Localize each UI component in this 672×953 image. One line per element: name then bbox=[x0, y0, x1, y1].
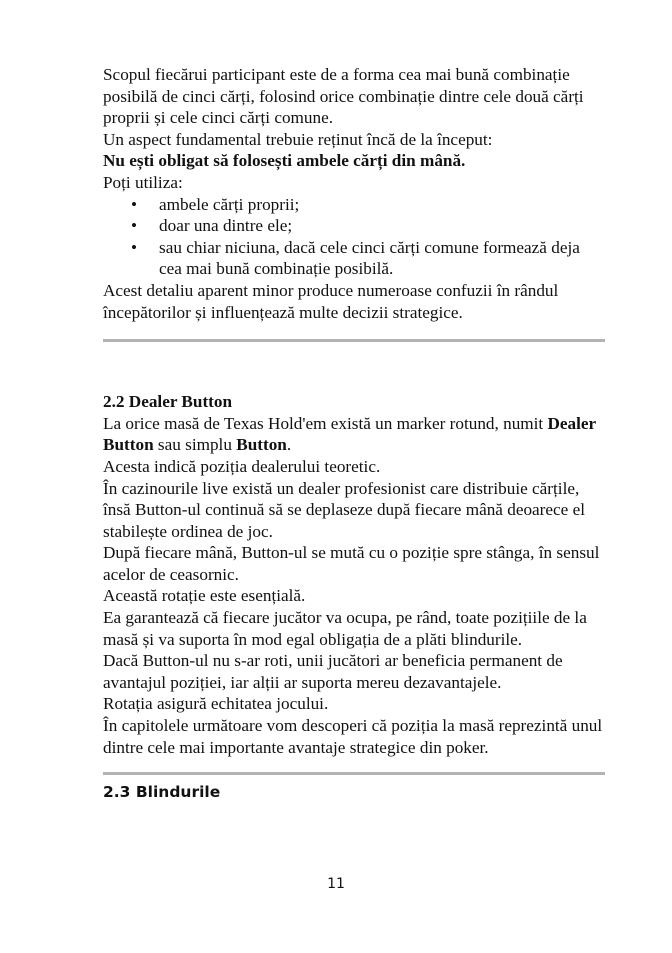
dealer-paragraph-6: Ea garantează că fiecare jucător va ocupa, pe rând, toate pozițiile de la masă și va suporta în mod egal obligația de a plăti blindurile. bbox=[103, 608, 587, 649]
intro-paragraph-5: Acest detaliu aparent minor produce numeroase confuzii în rândul începătorilor și influențează multe decizii strategice. bbox=[103, 280, 559, 322]
dealer-paragraph-4: După fiecare mână, Button-ul se mută cu o poziție spre stânga, în sensul acelor de ceasornic. bbox=[103, 543, 600, 584]
dealer-paragraph-5: Această rotație este esențială. bbox=[103, 586, 306, 606]
dealer-paragraph-7: Dacă Button-ul nu s-ar roti, unii jucători ar beneficia permanent de avantajul poziției, iar alții ar suporta mereu dezavantajele. bbox=[103, 651, 563, 692]
section-divider bbox=[103, 339, 605, 342]
intro-paragraph-2: Un aspect fundamental trebuie reținut încă de la început: bbox=[103, 129, 493, 149]
section-title-blinds: 2.3 Blindurile bbox=[103, 783, 221, 802]
intro-bold-statement: Nu ești obligat să folosești ambele cărți din mână. bbox=[103, 151, 466, 171]
intro-paragraph-4: Poți utiliza: bbox=[103, 172, 183, 192]
list-item: • ambele cărți proprii; bbox=[103, 194, 605, 216]
dealer-paragraph-1 bbox=[103, 413, 605, 456]
dealer-paragraph-2: Acesta indică poziția dealerului teoretic. bbox=[103, 456, 381, 476]
text-run: . bbox=[286, 435, 292, 455]
page-content bbox=[103, 64, 605, 804]
page-number: 11 bbox=[327, 876, 345, 892]
intro-paragraph-1: Scopul fiecărui participant este de a forma cea mai bună combinație posibilă de cinci cărți, folosind orice combinație dintre cele două cărți proprii și cele cinci cărți comune. bbox=[103, 65, 584, 128]
dealer-paragraph-9: În capitolele următoare vom descoperi că poziția la masă reprezintă unul dintre cele mai importante avantaje strategice din poker. bbox=[103, 716, 603, 757]
dealer-paragraph-3: În cazinourile live există un dealer profesionist care distribuie cărțile, însă Button-ul continuă să se deplaseze după fiecare mână deoarece el stabilește ordinea de joc. bbox=[103, 478, 585, 541]
list-item: • sau chiar niciuna, dacă cele cinci cărți comune formează deja cea mai bună combinație posibilă. bbox=[103, 237, 605, 280]
dealer-paragraph-8: Rotația asigură echitatea jocului. bbox=[103, 694, 329, 714]
section-title-dealer-button: 2.2 Dealer Button bbox=[103, 392, 233, 412]
term-dealer-button: Dealer Button bbox=[103, 413, 596, 455]
text-run: La orice masă de Texas Hold'em există un marker rotund, numit bbox=[103, 413, 548, 433]
text-run: sau simplu bbox=[153, 435, 237, 455]
list-item: • doar una dintre ele; bbox=[103, 215, 605, 237]
options-list bbox=[103, 194, 605, 280]
term-button: Button bbox=[236, 435, 287, 455]
section-divider bbox=[103, 772, 605, 775]
